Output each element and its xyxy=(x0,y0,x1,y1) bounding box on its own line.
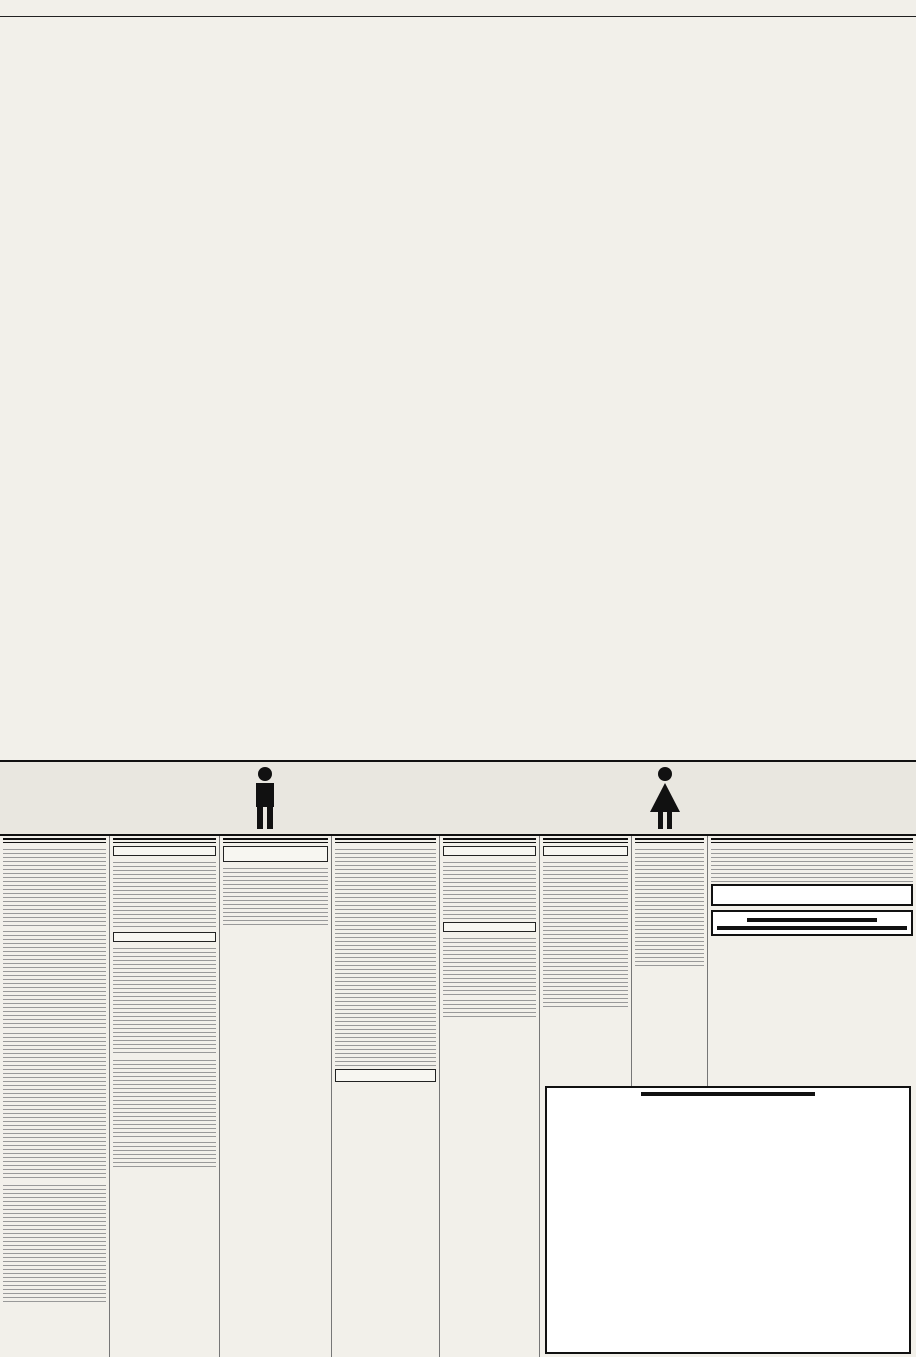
mortgage-loan-officer-ad xyxy=(711,884,913,906)
man-figure-icon xyxy=(250,766,280,830)
advertising-ad xyxy=(113,932,216,942)
column-heading xyxy=(543,838,628,843)
employment-banner xyxy=(0,760,916,836)
help-wanted-col-5 xyxy=(440,836,540,1357)
ad-body xyxy=(113,1139,216,1169)
kelly-ad xyxy=(335,1069,436,1082)
company-name xyxy=(717,926,907,930)
ad-body xyxy=(3,1030,106,1180)
column-heading xyxy=(711,838,913,843)
column-heading xyxy=(3,838,106,843)
help-wanted-col-4 xyxy=(332,836,440,1357)
ad-body xyxy=(113,945,216,1055)
help-wanted-col-2 xyxy=(110,836,220,1357)
ad-body xyxy=(3,928,106,1028)
ad-body xyxy=(443,859,536,919)
ad-body xyxy=(3,1182,106,1302)
page-header xyxy=(0,0,916,17)
ad-body xyxy=(443,997,536,1017)
attractive-salary-ad xyxy=(443,922,536,932)
auto-technician-ad xyxy=(543,846,628,856)
sales-rep-ad xyxy=(545,1086,911,1354)
ad-body xyxy=(335,846,436,1066)
light-industrial-ad xyxy=(711,910,913,936)
help-wanted-col-7 xyxy=(632,836,708,1086)
ad-body xyxy=(113,859,216,929)
ad-body xyxy=(3,846,106,926)
column-heading xyxy=(635,838,704,843)
attention-parents-ad xyxy=(443,846,536,856)
ad-body xyxy=(113,1057,216,1137)
column-heading xyxy=(223,838,328,843)
column-heading xyxy=(335,838,436,843)
classified-top-section xyxy=(0,18,916,756)
woman-figure-icon xyxy=(648,766,682,830)
ad-body xyxy=(635,846,704,966)
help-wanted-col-1 xyxy=(0,836,110,1357)
help-wanted-col-3 xyxy=(220,836,332,1357)
ad-headline xyxy=(641,1092,815,1096)
ad-body xyxy=(223,865,328,925)
ad-body xyxy=(543,859,628,1009)
future-force-ad xyxy=(223,846,328,862)
column-heading xyxy=(443,838,536,843)
help-wanted-col-6 xyxy=(540,836,632,1086)
column-heading xyxy=(113,838,216,843)
admin-assistant-ad xyxy=(113,846,216,856)
ad-body xyxy=(443,935,536,995)
ad-body xyxy=(711,846,913,884)
attention-label xyxy=(747,918,877,922)
